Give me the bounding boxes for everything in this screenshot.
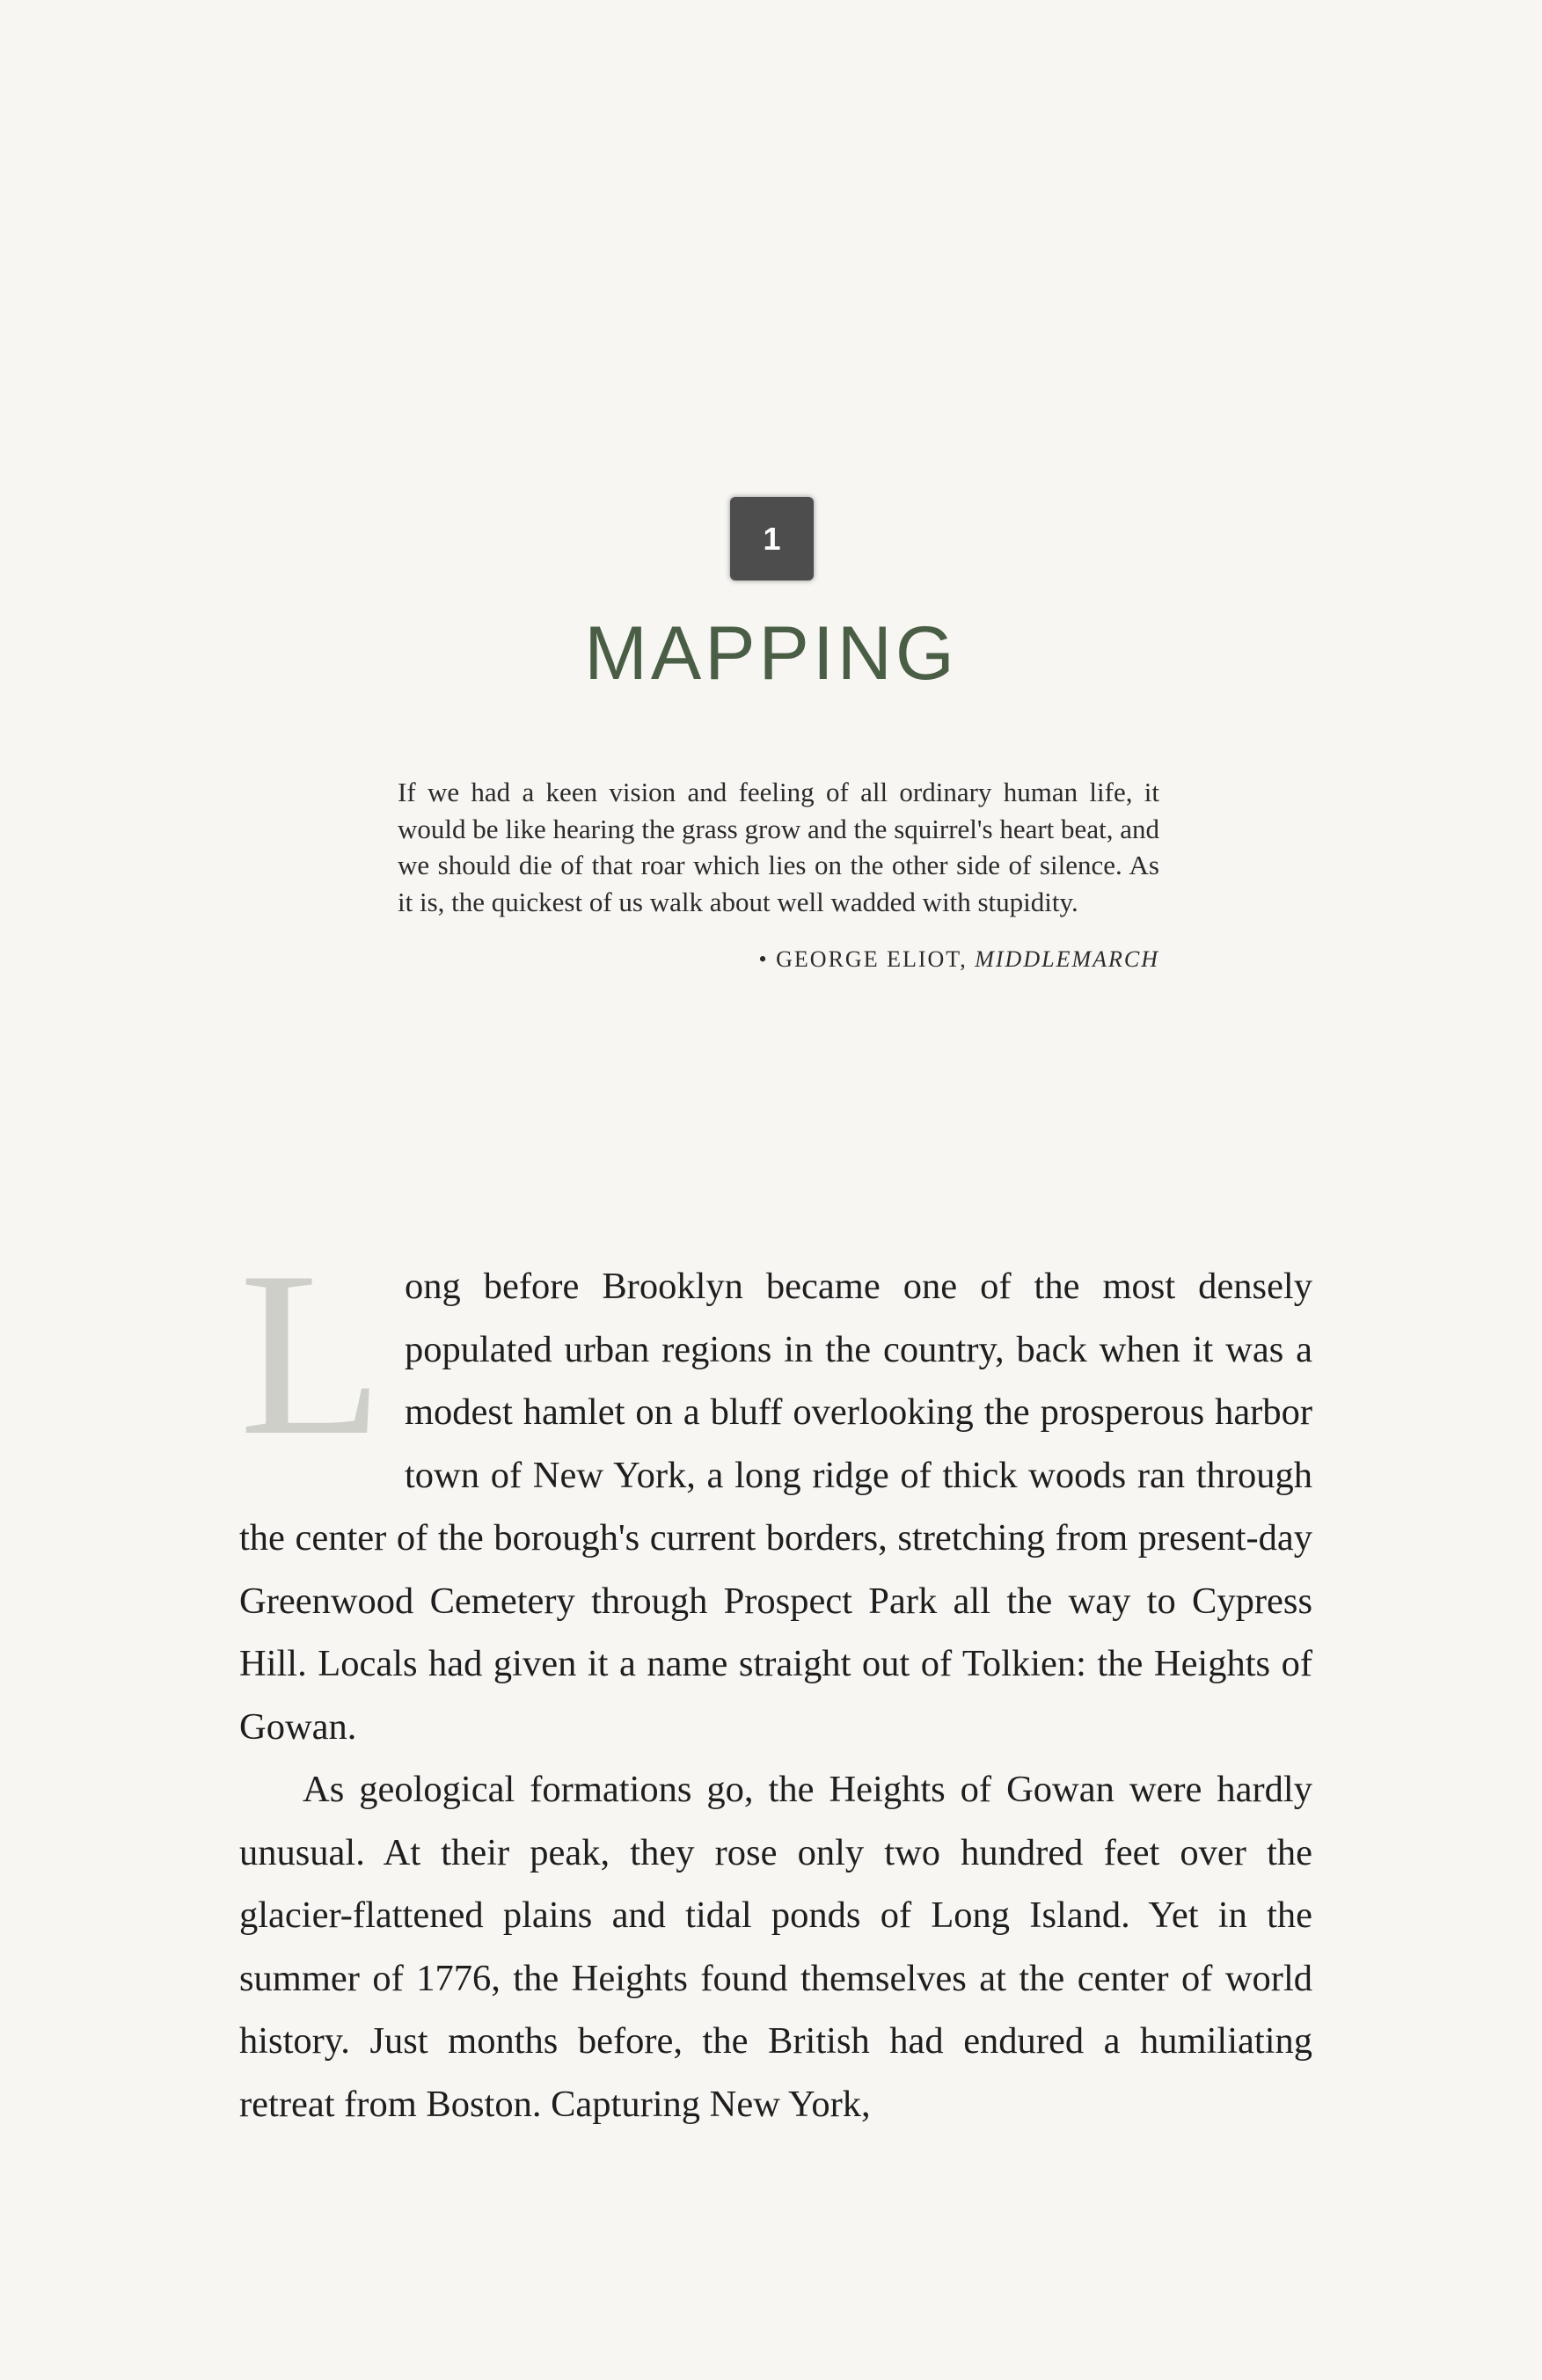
chapter-title: MAPPING bbox=[584, 611, 958, 696]
chapter-number-badge bbox=[730, 497, 814, 580]
paragraph bbox=[239, 1223, 1312, 1758]
epigraph bbox=[398, 774, 1159, 973]
paragraph: As geological formations go, the Heights of Gowan were hardly unusual. At their peak, they rose only two hundred feet over the glacier-flattened plains and tidal ponds of Long Island. Yet in the summer of 1776, the Heights found themselves at the center of world history. Just months before, the British had endured a humiliating retreat from Boston. Capturing New York, bbox=[239, 1769, 1312, 2125]
chapter-number: 1 bbox=[763, 520, 781, 557]
paragraph-text: ong before Brooklyn became one of the most densely populated urban regions in the country, back when it was a modest hamlet on a bluff overlooking the prosperous harbor town of New York, a long ridge of thick woods ran through the center of the borough's current borders, stretching from present-day Greenwood Cemetery through Prospect Park all the way to Cypress Hill. Locals had given it a name straight out of Tolkien: the Heights of Gowan. bbox=[239, 1266, 1312, 1748]
drop-cap-letter: L bbox=[239, 1223, 384, 1484]
epigraph-author: • GEORGE ELIOT, bbox=[758, 946, 968, 972]
epigraph-attribution bbox=[398, 946, 1159, 973]
epigraph-work-title: MIDDLEMARCH bbox=[975, 946, 1159, 972]
body-text bbox=[239, 1223, 1312, 2135]
drop-cap bbox=[239, 1223, 389, 1484]
epigraph-quote: If we had a keen vision and feeling of all ordinary human life, it would be like hearing the grass grow and the squirrel's heart beat, and we should die of that roar which lies on the other side of silence. As it is, the quickest of us walk about well wadded with stupidity. bbox=[398, 777, 1159, 917]
